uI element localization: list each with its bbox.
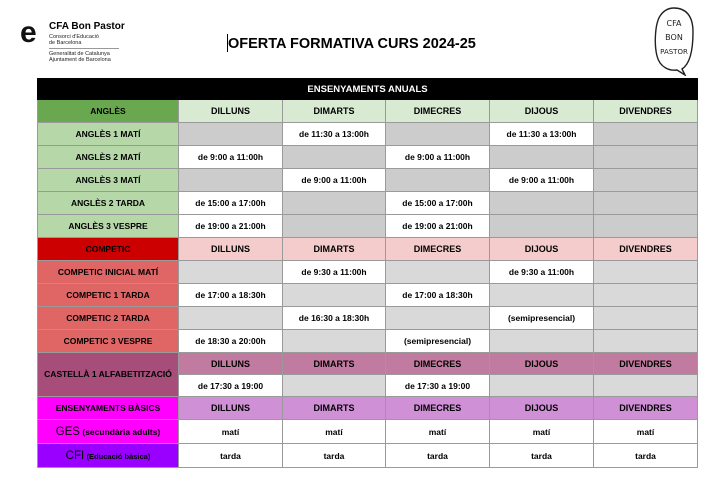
- row-label: COMPETIC 1 TARDA: [38, 284, 179, 307]
- schedule-cell: tarda: [594, 444, 698, 468]
- schedule-cell: [594, 123, 698, 146]
- schedule-cell: de 17:30 a 19:00: [179, 375, 283, 397]
- day-header: DIJOUS: [490, 100, 594, 123]
- schedule-cell: matí: [490, 420, 594, 444]
- schedule-cell: [490, 330, 594, 353]
- schedule-cell: de 19:00 a 21:00h: [386, 215, 490, 238]
- schedule-cell: de 17:00 a 18:30h: [386, 284, 490, 307]
- schedule-cell: de 9:30 a 11:00h: [283, 261, 386, 284]
- row-label-sub: (secundària adults): [82, 426, 161, 437]
- row-label: ANGLÈS 1 MATÍ: [38, 123, 179, 146]
- schedule-cell: [490, 284, 594, 307]
- row-label-sub: (Educació bàsica): [86, 451, 151, 461]
- schedule-cell: [386, 307, 490, 330]
- schedule-cell: tarda: [386, 444, 490, 468]
- schedule-cell: matí: [179, 420, 283, 444]
- cfa-logo: [20, 16, 130, 70]
- logo-divider: [49, 48, 119, 49]
- row-label: ANGLÈS 3 MATÍ: [38, 169, 179, 192]
- table-row: [38, 261, 698, 284]
- schedule-cell: de 18:30 a 20:00h: [179, 330, 283, 353]
- section-header-angles: ANGLÈS: [38, 100, 179, 123]
- table-row: [38, 169, 698, 192]
- schedule-cell: [490, 192, 594, 215]
- schedule-cell: de 15:00 a 17:00h: [179, 192, 283, 215]
- schedule-cell: [283, 146, 386, 169]
- schedule-cell: matí: [386, 420, 490, 444]
- schedule-cell: (semipresencial): [490, 307, 594, 330]
- schedule-cell: [594, 215, 698, 238]
- day-header: DIMARTS: [283, 100, 386, 123]
- schedule-cell: [386, 261, 490, 284]
- schedule-cell: de 17:30 a 19:00: [386, 375, 490, 397]
- schedule-cell: de 17:00 a 18:30h: [179, 284, 283, 307]
- row-label: ANGLÈS 2 MATÍ: [38, 146, 179, 169]
- table-row: [38, 420, 698, 444]
- table-row: [38, 307, 698, 330]
- logo-line-1: Consorci d'Educació: [49, 34, 99, 40]
- logo-line-2: de Barcelona: [49, 40, 82, 46]
- section-header-ensenyaments-basics: ENSENYAMENTS BÀSICS: [38, 397, 179, 420]
- svg-text:BON: BON: [665, 33, 683, 42]
- schedule-cell: [490, 146, 594, 169]
- cfa-bon-pastor-brand-logo: [652, 4, 696, 76]
- schedule-cell: [283, 215, 386, 238]
- schedule-cell: de 9:00 a 11:00h: [490, 169, 594, 192]
- schedule-cell: [594, 169, 698, 192]
- logo-e-icon: e: [20, 16, 37, 49]
- schedule-cell: de 15:00 a 17:00h: [386, 192, 490, 215]
- schedule-cell: [490, 215, 594, 238]
- day-header: DIJOUS: [490, 238, 594, 261]
- row-label: [38, 444, 179, 468]
- schedule-cell: [594, 284, 698, 307]
- row-label: [38, 420, 179, 444]
- row-label: COMPETIC 3 VESPRE: [38, 330, 179, 353]
- table-row: [38, 444, 698, 468]
- schedule-cell: [179, 307, 283, 330]
- day-header: DILLUNS: [179, 238, 283, 261]
- section-header-castella: CASTELLÀ 1 ALFABETITZACIÓ: [38, 353, 179, 397]
- row-label: ANGLÈS 3 VESPRE: [38, 215, 179, 238]
- schedule-cell: [594, 261, 698, 284]
- day-header: DIMECRES: [386, 100, 490, 123]
- schedule-cell: tarda: [179, 444, 283, 468]
- day-header: DIVENDRES: [594, 100, 698, 123]
- schedule-cell: tarda: [283, 444, 386, 468]
- schedule-cell: [594, 330, 698, 353]
- schedule-cell: [594, 375, 698, 397]
- day-header: DILLUNS: [179, 353, 283, 375]
- table-row: [38, 215, 698, 238]
- schedule-cell: de 9:00 a 11:00h: [283, 169, 386, 192]
- schedule-cell: de 19:00 a 21:00h: [179, 215, 283, 238]
- day-header: DIMECRES: [386, 353, 490, 375]
- day-header: DIVENDRES: [594, 397, 698, 420]
- svg-text:PASTOR: PASTOR: [660, 48, 688, 56]
- schedule-cell: [594, 192, 698, 215]
- day-header: DIVENDRES: [594, 238, 698, 261]
- schedule-cell: [283, 192, 386, 215]
- schedule-cell: de 11:30 a 13:00h: [283, 123, 386, 146]
- schedule-cell: tarda: [490, 444, 594, 468]
- table-row: [38, 146, 698, 169]
- schedule-cell: [594, 146, 698, 169]
- day-header: DIMARTS: [283, 238, 386, 261]
- schedule-cell: (semipresencial): [386, 330, 490, 353]
- schedule-cell: [179, 169, 283, 192]
- schedule-cell: [283, 375, 386, 397]
- day-header: DIMARTS: [283, 353, 386, 375]
- row-label: COMPETIC 2 TARDA: [38, 307, 179, 330]
- schedule-cell: [179, 261, 283, 284]
- logo-name: CFA Bon Pastor: [49, 21, 125, 32]
- svg-text:CFA: CFA: [666, 19, 682, 28]
- day-header: DILLUNS: [179, 397, 283, 420]
- banner-ensenyaments-anuals: ENSENYAMENTS ANUALS: [38, 79, 698, 100]
- schedule-cell: [490, 375, 594, 397]
- table-row: [38, 123, 698, 146]
- schedule-cell: [283, 284, 386, 307]
- schedule-cell: de 9:30 a 11:00h: [490, 261, 594, 284]
- table-row: [38, 284, 698, 307]
- day-header: DIMECRES: [386, 238, 490, 261]
- logo-line-3: Generalitat de Catalunya: [49, 51, 110, 57]
- day-header: DILLUNS: [179, 100, 283, 123]
- day-header: DIMECRES: [386, 397, 490, 420]
- schedule-cell: de 11:30 a 13:00h: [490, 123, 594, 146]
- schedule-cell: matí: [283, 420, 386, 444]
- row-label-main: CFI: [65, 449, 85, 462]
- table-row: [38, 192, 698, 215]
- schedule-cell: de 9:00 a 11:00h: [386, 146, 490, 169]
- schedule-cell: [179, 123, 283, 146]
- logo-line-4: Ajuntament de Barcelona: [49, 57, 111, 63]
- schedule-cell: [386, 169, 490, 192]
- schedule-cell: [283, 330, 386, 353]
- day-header: DIJOUS: [490, 353, 594, 375]
- page-title: OFERTA FORMATIVA CURS 2024-25: [228, 36, 476, 52]
- schedule-table: [37, 78, 698, 468]
- schedule-cell: [386, 123, 490, 146]
- schedule-cell: matí: [594, 420, 698, 444]
- day-header: DIJOUS: [490, 397, 594, 420]
- day-header: DIVENDRES: [594, 353, 698, 375]
- row-label: COMPETIC INICIAL MATÍ: [38, 261, 179, 284]
- row-label: ANGLÈS 2 TARDA: [38, 192, 179, 215]
- row-label-main: GES: [55, 425, 80, 438]
- schedule-cell: [594, 307, 698, 330]
- table-row: [38, 330, 698, 353]
- day-header: DIMARTS: [283, 397, 386, 420]
- schedule-cell: de 16:30 a 18:30h: [283, 307, 386, 330]
- schedule-cell: de 9:00 a 11:00h: [179, 146, 283, 169]
- section-header-competic: COMPETIC: [38, 238, 179, 261]
